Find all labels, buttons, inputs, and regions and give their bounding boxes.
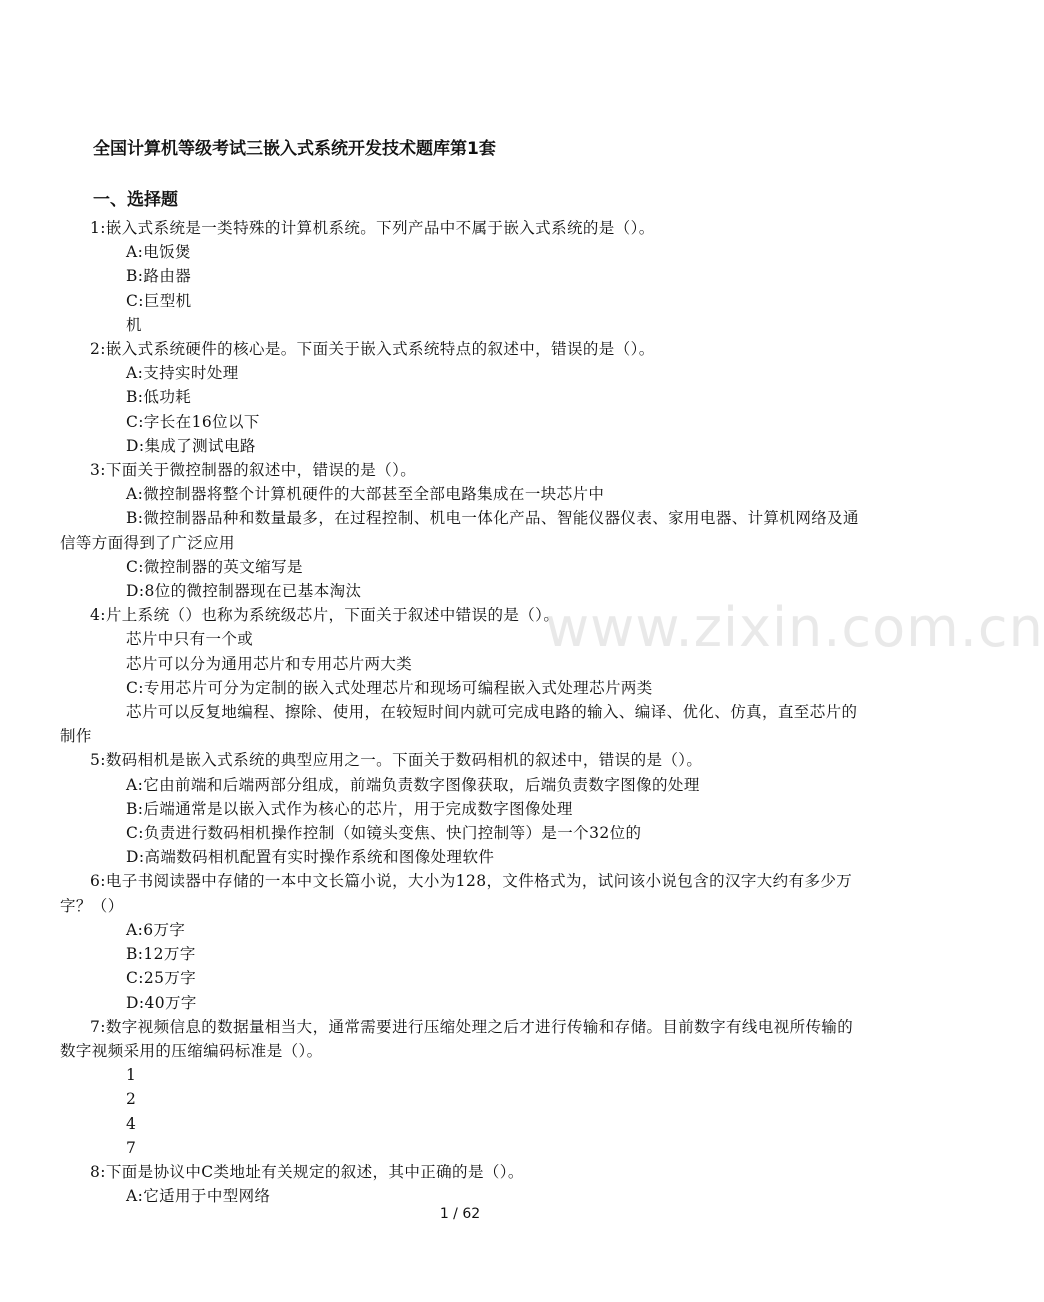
section-heading: 一、选择题 [93,190,178,210]
option: A:6万字 [126,920,186,939]
option: B:低功耗 [126,388,192,407]
option: C:负责进行数码相机操作控制（如镜头变焦、快门控制等）是一个32位的 [126,824,642,843]
option: D:高端数码相机配置有实时操作系统和图像处理软件 [126,848,495,867]
question-stem: 3:下面关于微控制器的叙述中，错误的是（）。 [90,461,417,480]
question-4 [60,603,866,748]
question-1 [60,216,866,337]
option: 芯片可以分为通用芯片和专用芯片两大类 [126,654,413,673]
option: 1 [126,1066,137,1085]
question-stem: 8:下面是协议中C类地址有关规定的叙述，其中正确的是（）。 [90,1162,524,1181]
question-stem: 1:嵌入式系统是一类特殊的计算机系统。下列产品中不属于嵌入式系统的是（）。 [90,219,655,237]
option: C:字长在16位以下 [126,412,260,431]
question-stem: 7:数字视频信息的数据量相当大，通常需要进行压缩处理之后才进行传输和存储。目前数字有线电视所传输的数字视频采用的压缩编码标准是（）。 [60,1017,854,1060]
watermark: www.zixin.com.cn [545,596,1044,659]
total-pages: 62 [462,1206,481,1222]
option: B:路由器 [126,267,192,286]
option: D:8位的微控制器现在已基本淘汰 [126,582,362,601]
option: A:电饭煲 [126,243,191,262]
page-number [0,1206,920,1222]
option: A:它适用于中型网络 [126,1187,271,1206]
option: A:支持实时处理 [126,364,239,383]
question-list [60,216,866,1208]
question-2 [60,337,866,458]
option: C:专用芯片可分为定制的嵌入式处理芯片和现场可编程嵌入式处理芯片两类 [126,678,653,697]
question-6 [60,869,866,1014]
question-stem: 5:数码相机是嵌入式系统的典型应用之一。下面关于数码相机的叙述中，错误的是（）。 [90,751,703,770]
option: B:12万字 [126,945,196,964]
option-wrapped: B:微控制器品种和数量最多，在过程控制、机电一体化产品、智能仪器仪表、家用电器、计算机网络及通信等方面得到了广泛应用 [60,509,859,552]
option: A:它由前端和后端两部分组成，前端负责数字图像获取，后端负责数字图像的处理 [126,775,700,794]
question-stem: 6:电子书阅读器中存储的一本中文长篇小说，大小为128，文件格式为，试问该小说包含的汉字大约有多少万字？（） [60,872,853,915]
option-wrapped: 芯片可以反复地编程、擦除、使用，在较短时间内就可完成电路的输入、编译、优化、仿真，直至芯片的制作 [60,703,858,746]
option: D:集成了测试电路 [126,436,256,455]
option: C:25万字 [126,969,197,988]
option: C:微控制器的英文缩写是 [126,557,303,576]
document-title: 全国计算机等级考试三嵌入式系统开发技术题库第1套 [93,139,496,159]
option: 4 [126,1114,137,1133]
question-stem: 4:片上系统（）也称为系统级芯片，下面关于叙述中错误的是（）。 [90,606,560,625]
page-separator: / [448,1206,463,1222]
question-5 [60,748,866,869]
option: 机 [126,315,142,334]
option: C:巨型机 [126,291,192,310]
option: A:微控制器将整个计算机硬件的大部甚至全部电路集成在一块芯片中 [126,485,605,504]
question-7 [60,1015,866,1160]
question-8 [60,1160,866,1208]
option: 2 [126,1090,137,1109]
option: D:40万字 [126,993,197,1012]
question-stem: 2:嵌入式系统硬件的核心是。下面关于嵌入式系统特点的叙述中，错误的是（）。 [90,340,655,359]
option: 7 [126,1138,137,1157]
question-3 [60,458,866,603]
option: B:后端通常是以嵌入式作为核心的芯片，用于完成数字图像处理 [126,799,573,818]
option: 芯片中只有一个或 [126,630,254,649]
current-page: 1 [439,1206,449,1222]
